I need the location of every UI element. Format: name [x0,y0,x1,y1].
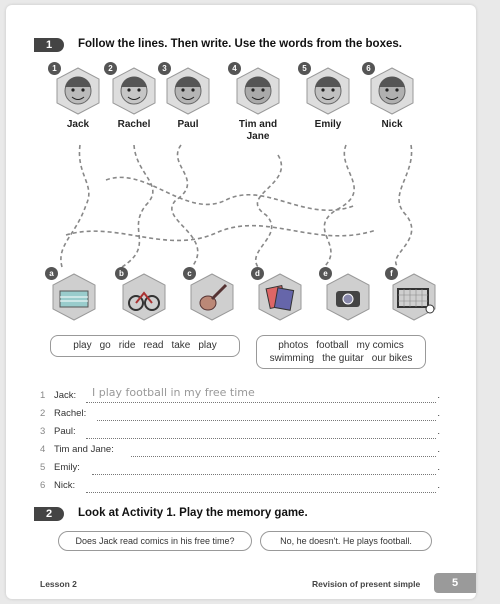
sentence-number: 5 [40,462,46,473]
line-period: . [437,390,440,401]
person-name: Emily [314,119,342,130]
verb-word: go [99,340,111,351]
comics-icon [256,273,304,321]
page-number-tab: 5 [434,573,476,593]
activity-1-instruction: Follow the lines. Then write. Use the words from the boxes. [78,38,402,50]
activity-2-instruction: Look at Activity 1. Play the memory game. [78,507,308,519]
sentence-number: 1 [40,390,46,401]
sentence-label: Emily: [54,462,80,473]
writing-line[interactable] [86,438,436,439]
line-period: . [437,444,440,455]
noun-phrase: football [316,340,349,351]
sentence-number: 3 [40,426,46,437]
sentence-label: Jack: [54,390,77,401]
picture-letter: c [183,267,196,280]
sentence-row [40,462,440,476]
noun-phrase: my comics [356,340,404,351]
writing-line[interactable] [92,474,436,475]
noun-phrase: swimming [269,353,315,364]
sentence-row [40,444,440,458]
person-number: 2 [104,62,117,75]
bikes-icon [120,273,168,321]
person-name: Tim and Jane [238,119,278,142]
writing-line[interactable] [131,456,436,457]
picture-letter: a [45,267,58,280]
line-period: . [437,462,440,473]
person-name: Jack [66,119,90,130]
footer-topic: Revision of present simple [312,579,421,589]
verb-word: ride [118,340,136,351]
sentence-number: 2 [40,408,46,419]
reply-bubble: No, he doesn't. He plays football. [260,531,432,551]
sentence-row [40,386,440,404]
verb-word: read [143,340,164,351]
question-bubble: Does Jack read comics in his free time? [58,531,252,551]
line-period: . [437,408,440,419]
noun-phrase: our bikes [371,353,413,364]
line-period: . [437,480,440,491]
sentence-row [40,408,440,422]
person-name: Nick [381,119,403,130]
sentence-label: Tim and Jane: [54,444,114,455]
person-number: 5 [298,62,311,75]
line-period: . [437,426,440,437]
sentence-row [40,426,440,440]
person-name: Rachel [117,119,151,130]
maze-line-emily [324,145,354,267]
sentence-number: 4 [40,444,46,455]
person-number: 1 [48,62,61,75]
guitar-icon [188,273,236,321]
nouns-box [256,335,426,369]
maze-lines [6,5,476,305]
sentence-number: 6 [40,480,46,491]
person-number: 6 [362,62,375,75]
handwritten-answer: I play football in my free time [92,386,255,399]
verb-word: play [73,340,92,351]
picture-letter: b [115,267,128,280]
verbs-box [50,335,240,357]
camera-icon [324,273,372,321]
maze-line-paul [172,145,198,267]
picture-letter: e [319,267,332,280]
sentence-label: Paul: [54,426,76,437]
swimming-pool-icon [50,273,98,321]
maze-line-nick [396,145,412,267]
activity-2-number: 2 [34,507,64,521]
sentence-label: Rachel: [54,408,87,419]
maze-line-jack [61,145,89,267]
footer-lesson: Lesson 2 [40,579,77,589]
sentence-label: Nick: [54,480,76,491]
noun-phrase: the guitar [322,353,364,364]
noun-phrase: photos [278,340,309,351]
football-goal-icon [390,273,438,321]
maze-line-tim-jane [256,155,282,267]
activity-1-number: 1 [34,38,64,52]
sentence-row [40,480,440,494]
workbook-page [6,5,476,599]
verb-word: take [171,340,191,351]
writing-line[interactable] [97,420,436,421]
person-number: 3 [158,62,171,75]
person-number: 4 [228,62,241,75]
writing-line[interactable] [86,492,436,493]
picture-letter: f [385,267,398,280]
maze-line-rachel [122,145,153,267]
verb-word: play [198,340,217,351]
picture-letter: d [251,267,264,280]
person-name: Paul [177,119,199,130]
writing-line[interactable] [86,402,436,403]
